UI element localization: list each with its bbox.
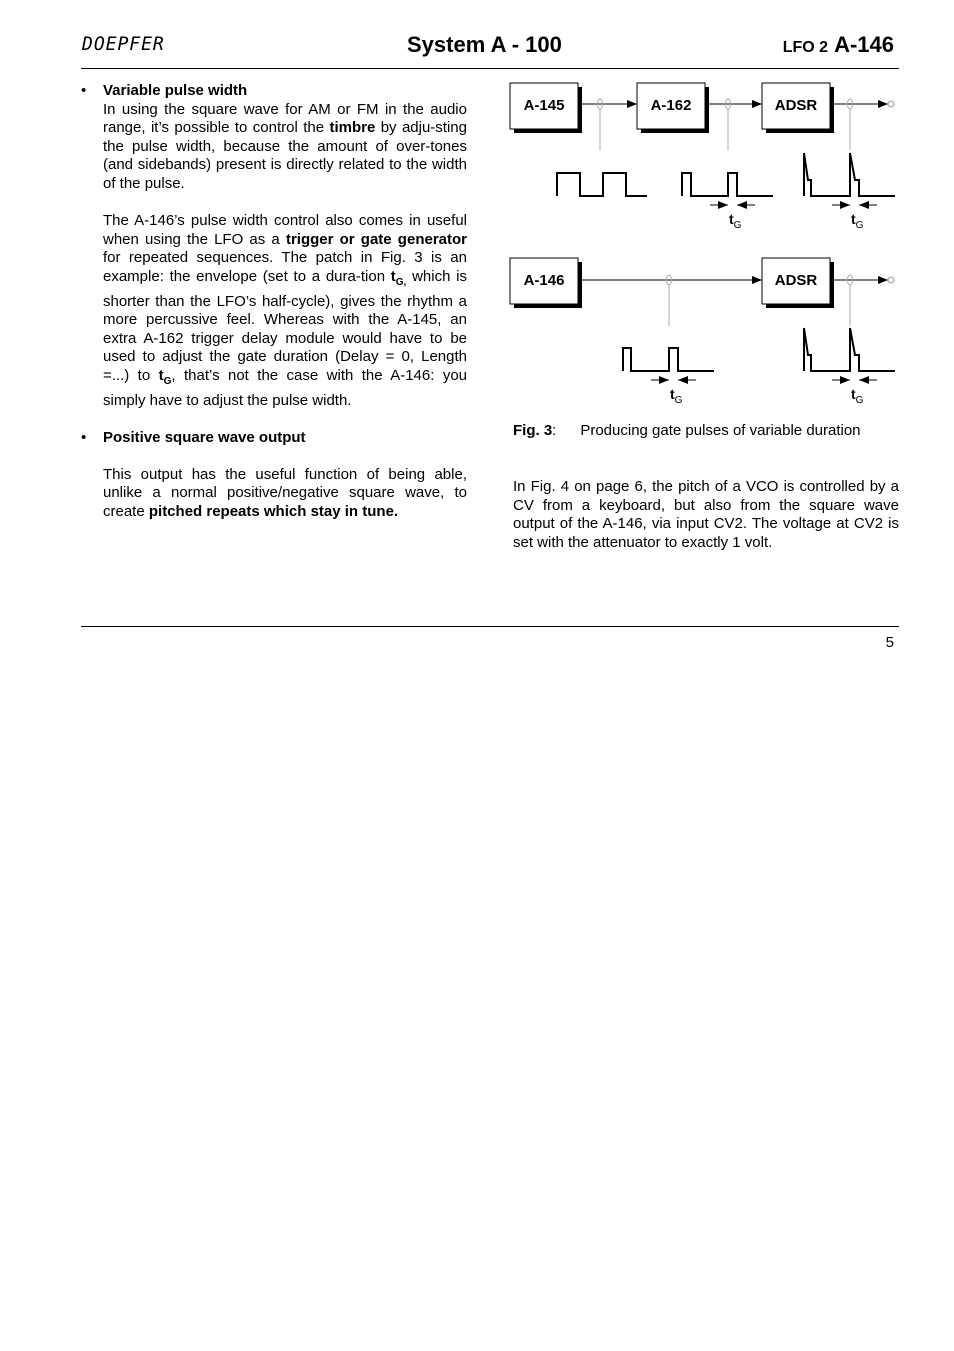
- connections-row2: [578, 275, 894, 326]
- module-number: A-146: [834, 32, 894, 57]
- doepfer-logo: DOEPFER: [82, 33, 165, 55]
- figure-caption: Fig. 3: Producing gate pulses of variable duration: [513, 422, 861, 439]
- tg-label: $t_G$: [729, 211, 742, 231]
- module-box-a146: [510, 258, 582, 308]
- section-heading: • Variable pulse width: [81, 82, 248, 99]
- connections-row1: [578, 99, 894, 150]
- section-heading: • Positive square wave output: [81, 428, 306, 446]
- paragraph: This output has the useful function of being able, unlike a normal positive/negative square wave, to create pitched repeats which stay in tune.: [103, 465, 467, 521]
- page-title: System A - 100: [407, 32, 562, 57]
- svg-text:A-145: A-145: [523, 97, 565, 114]
- module-box-adsr: [762, 83, 834, 133]
- right-paragraph: In Fig. 4 on page 6, the pitch of a VCO is controlled by a CV from a keyboard, but also from the square wave output of the A-146, via input CV2. The voltage at CV2 is set with the attenuator to exactly 1 volt.: [513, 478, 899, 551]
- paragraph: The A-146’s pulse width control also comes in useful when using the LFO as a trigger or gate generator for repeated sequences. The patch in Fig. 3 is an example: the envelope (set to a dura-tion $t_{G,}$ which is shorter than the LFO’s half-cycle), gives the rhythm a more percussive feel. Whereas with the A-145, an extra A-162 trigger delay module would have to be used to adjust the gate duration (Delay = 0, Length =...) to $t_G$, that’s not the case with the A-146: you simply have to adjust the pulse width.: [103, 212, 467, 409]
- left-column: [81, 82, 467, 522]
- module-box-a162: [637, 83, 709, 133]
- module-box-adsr: [762, 258, 834, 308]
- module-name: LFO 2: [782, 39, 829, 56]
- paragraph: In using the square wave for AM or FM in the audio range, it’s possible to control the timbre by adju-sting the pulse width, because the amount of over-tones (and sidebands) present is directly related to the width of the pulse.: [103, 100, 467, 192]
- header-rule: [81, 68, 899, 69]
- waveforms-row2: [623, 328, 895, 371]
- tg-label: $t_G$: [851, 211, 864, 231]
- tg-label: $t_G$: [851, 386, 864, 406]
- page-number: 5: [885, 634, 894, 651]
- patch-diagram: [500, 75, 900, 415]
- footer-rule: [81, 626, 899, 627]
- waveforms-row1: [557, 153, 895, 196]
- tg-label: $t_G$: [670, 386, 683, 406]
- svg-text:A-162: A-162: [650, 97, 692, 114]
- module-title: [783, 32, 894, 58]
- svg-text:ADSR: ADSR: [774, 272, 818, 289]
- svg-text:ADSR: ADSR: [774, 97, 818, 114]
- svg-text:A-146: A-146: [523, 272, 565, 289]
- module-box-a145: [510, 83, 582, 133]
